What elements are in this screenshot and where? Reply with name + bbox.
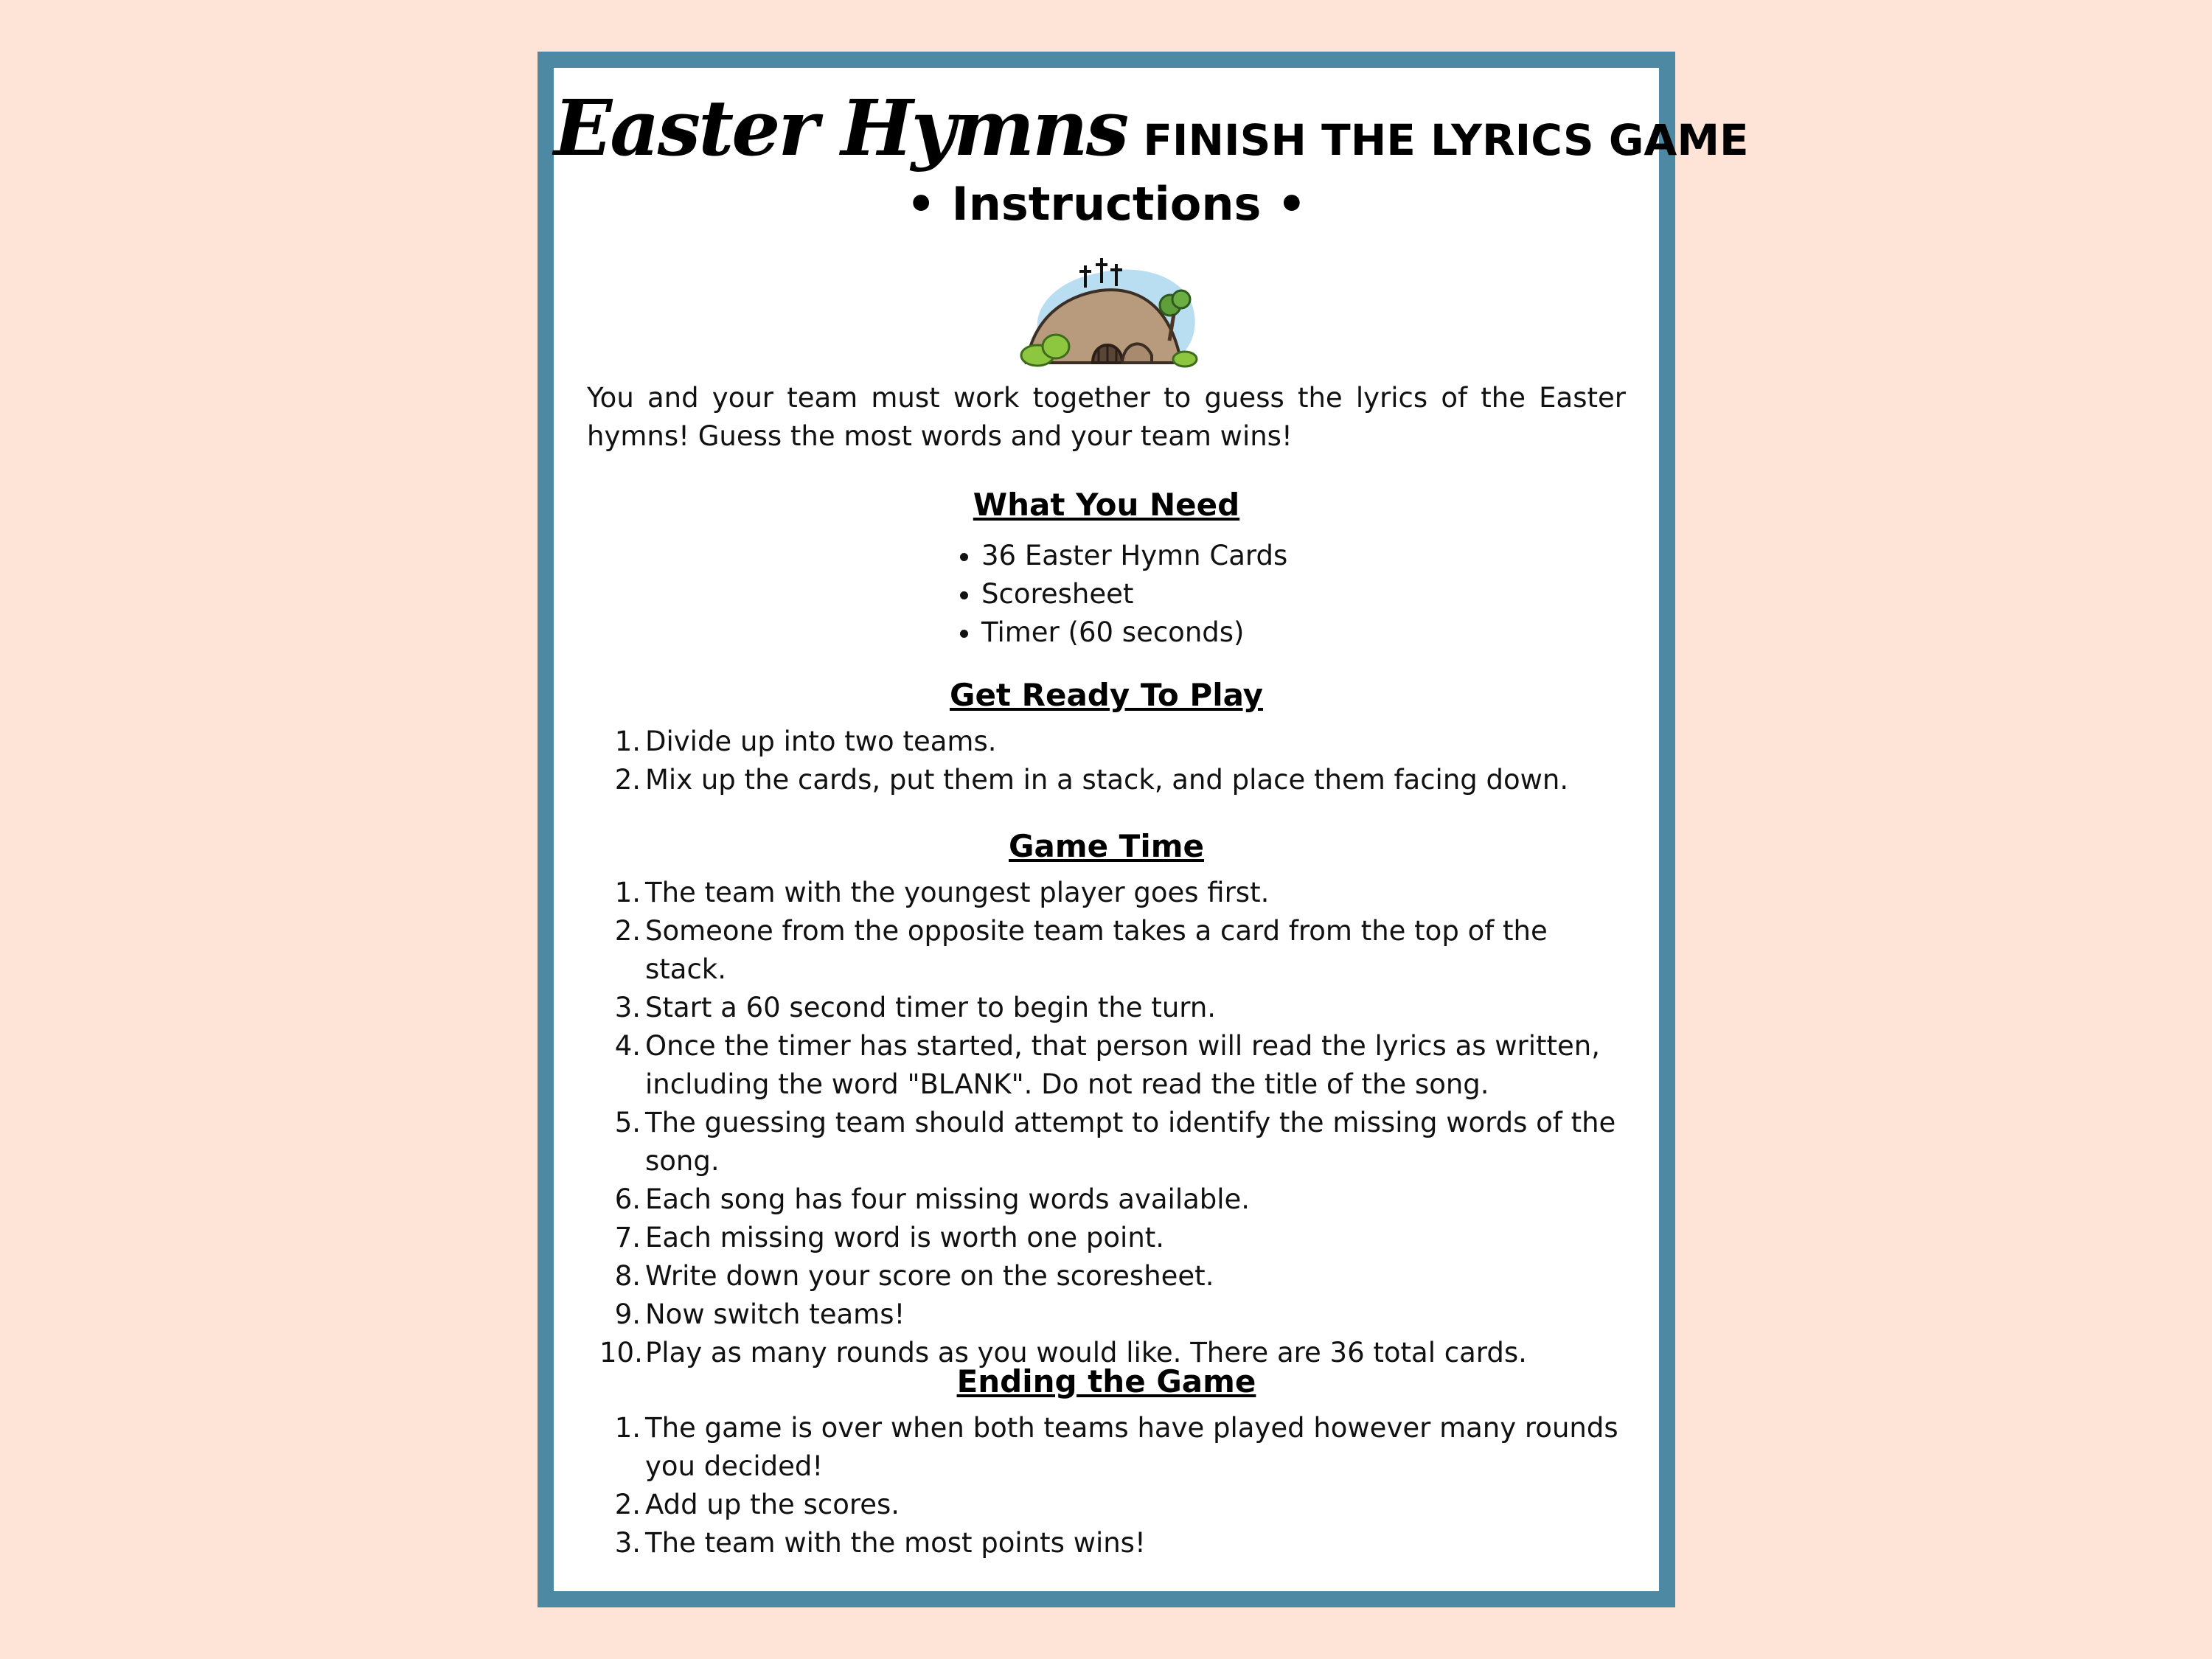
title-game: FINISH THE LYRICS GAME xyxy=(1143,115,1749,165)
list-item: 7. Each missing word is worth one point. xyxy=(614,1222,1165,1253)
heading-ending-the-game: Ending the Game xyxy=(956,1363,1256,1399)
title-script: Easter Hymns xyxy=(554,83,1127,173)
list-item: • Timer (60 seconds) xyxy=(981,613,1287,652)
list-item: 1. The game is over when both teams have played however many rounds you decided! xyxy=(614,1412,1618,1482)
heading-game-time: Game Time xyxy=(1009,828,1204,864)
subtitle-instructions: • Instructions • xyxy=(906,177,1307,231)
ready-list xyxy=(599,723,1630,799)
instruction-sheet xyxy=(554,68,1749,1591)
need-list xyxy=(959,537,1287,652)
title-row xyxy=(554,83,1749,173)
list-item: 6. Each song has four missing words available. xyxy=(614,1183,1251,1215)
game-list xyxy=(599,874,1630,1372)
list-item: 3. Start a 60 second timer to begin the turn. xyxy=(614,992,1217,1023)
list-item: 5. The guessing team should attempt to identify the missing words of the song. xyxy=(614,1107,1616,1177)
list-item: 4. Once the timer has started, that person will read the lyrics as written, including the word "BLANK". Do not read the title of the song. xyxy=(614,1030,1601,1100)
intro-paragraph: You and your team must work together to guess the lyrics of the Easter hymns! Guess the most words and your team wins! xyxy=(587,382,1626,452)
list-item: 10. Play as many rounds as you would like. There are 36 total cards. xyxy=(599,1337,1527,1368)
ending-list xyxy=(599,1409,1630,1562)
list-item: • 36 Easter Hymn Cards xyxy=(981,537,1287,575)
empty-tomb-icon xyxy=(1012,252,1203,370)
list-item: 3. The team with the most points wins! xyxy=(614,1527,1146,1559)
list-item: 2. Someone from the opposite team takes a card from the top of the stack. xyxy=(614,915,1548,985)
list-item: 2. Mix up the cards, put them in a stack, and place them facing down. xyxy=(614,764,1569,796)
heading-get-ready: Get Ready To Play xyxy=(949,677,1264,713)
heading-what-you-need: What You Need xyxy=(973,487,1240,523)
list-item: 1. Divide up into two teams. xyxy=(614,726,997,757)
list-item: 2. Add up the scores. xyxy=(614,1489,900,1520)
list-item: • Scoresheet xyxy=(981,575,1287,613)
list-item: 8. Write down your score on the scoresheet. xyxy=(614,1260,1214,1292)
instruction-sheet-frame xyxy=(538,52,1749,1607)
list-item: 1. The team with the youngest player goes first. xyxy=(614,877,1270,908)
list-item: 9. Now switch teams! xyxy=(614,1298,905,1330)
